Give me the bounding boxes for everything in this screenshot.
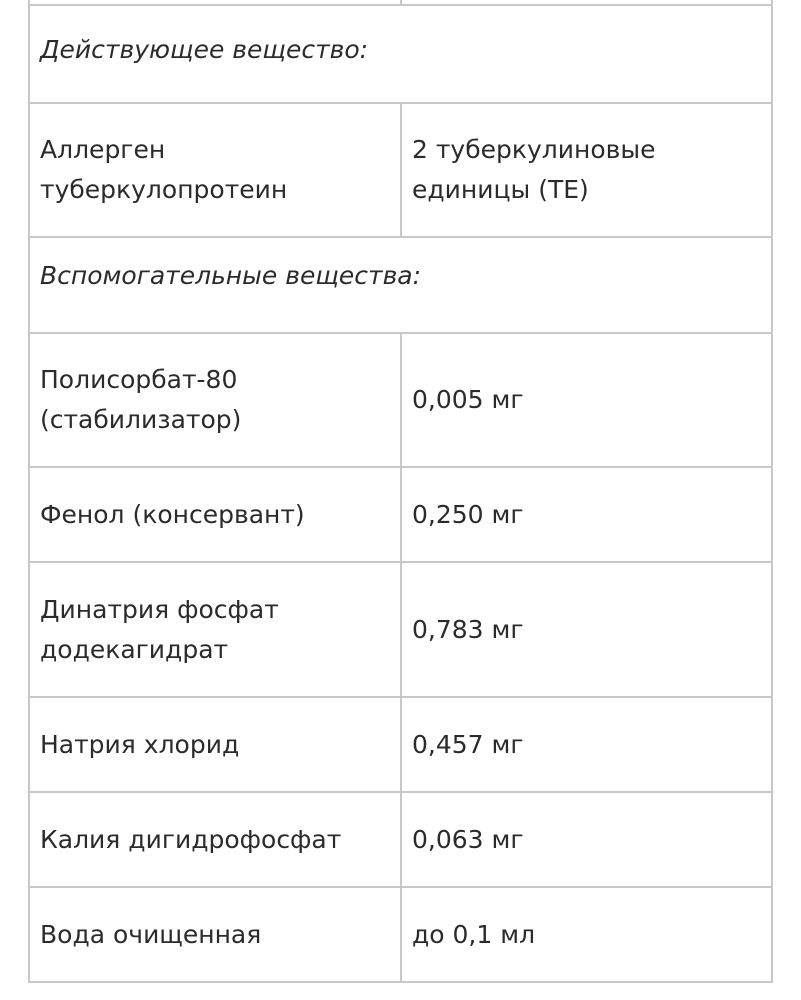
table-row (28, 334, 773, 468)
ingredient-amount: до 0,1 мл (412, 919, 536, 949)
table-row (28, 793, 773, 888)
ingredient-amount: 2 туберкулиновые единицы (ТЕ) (412, 135, 656, 204)
composition-table (28, 0, 773, 983)
table-row (28, 698, 773, 793)
ingredient-name: Динатрия фосфат додекагидрат (30, 563, 402, 696)
ingredient-name: Калия дигидрофосфат (30, 793, 402, 886)
ingredient-name: Фенол (консервант) (30, 468, 402, 561)
ingredient-name: Вода очищенная (30, 888, 402, 981)
ingredient-name: Натрия хлорид (30, 698, 402, 791)
table-row (28, 104, 773, 238)
section-label-excipients: Вспомогательные вещества: (40, 261, 422, 290)
ingredient-amount: 0,063 мг (412, 824, 524, 854)
ingredient-amount: 0,005 мг (412, 385, 524, 414)
ingredient-amount: 0,783 мг (412, 614, 524, 644)
ingredient-amount: 0,250 мг (412, 499, 524, 529)
ingredient-name: Полисорбат-80 (стабилизатор) (30, 334, 402, 466)
table-row (28, 888, 773, 983)
ingredient-name: Аллерген туберкулопротеин (30, 104, 402, 236)
table-row (28, 468, 773, 563)
table-row (28, 563, 773, 698)
section-header-active (28, 6, 773, 104)
section-label-active: Действующее вещество: (40, 35, 369, 64)
section-header-excipients (28, 238, 773, 334)
ingredient-amount: 0,457 мг (412, 729, 524, 759)
